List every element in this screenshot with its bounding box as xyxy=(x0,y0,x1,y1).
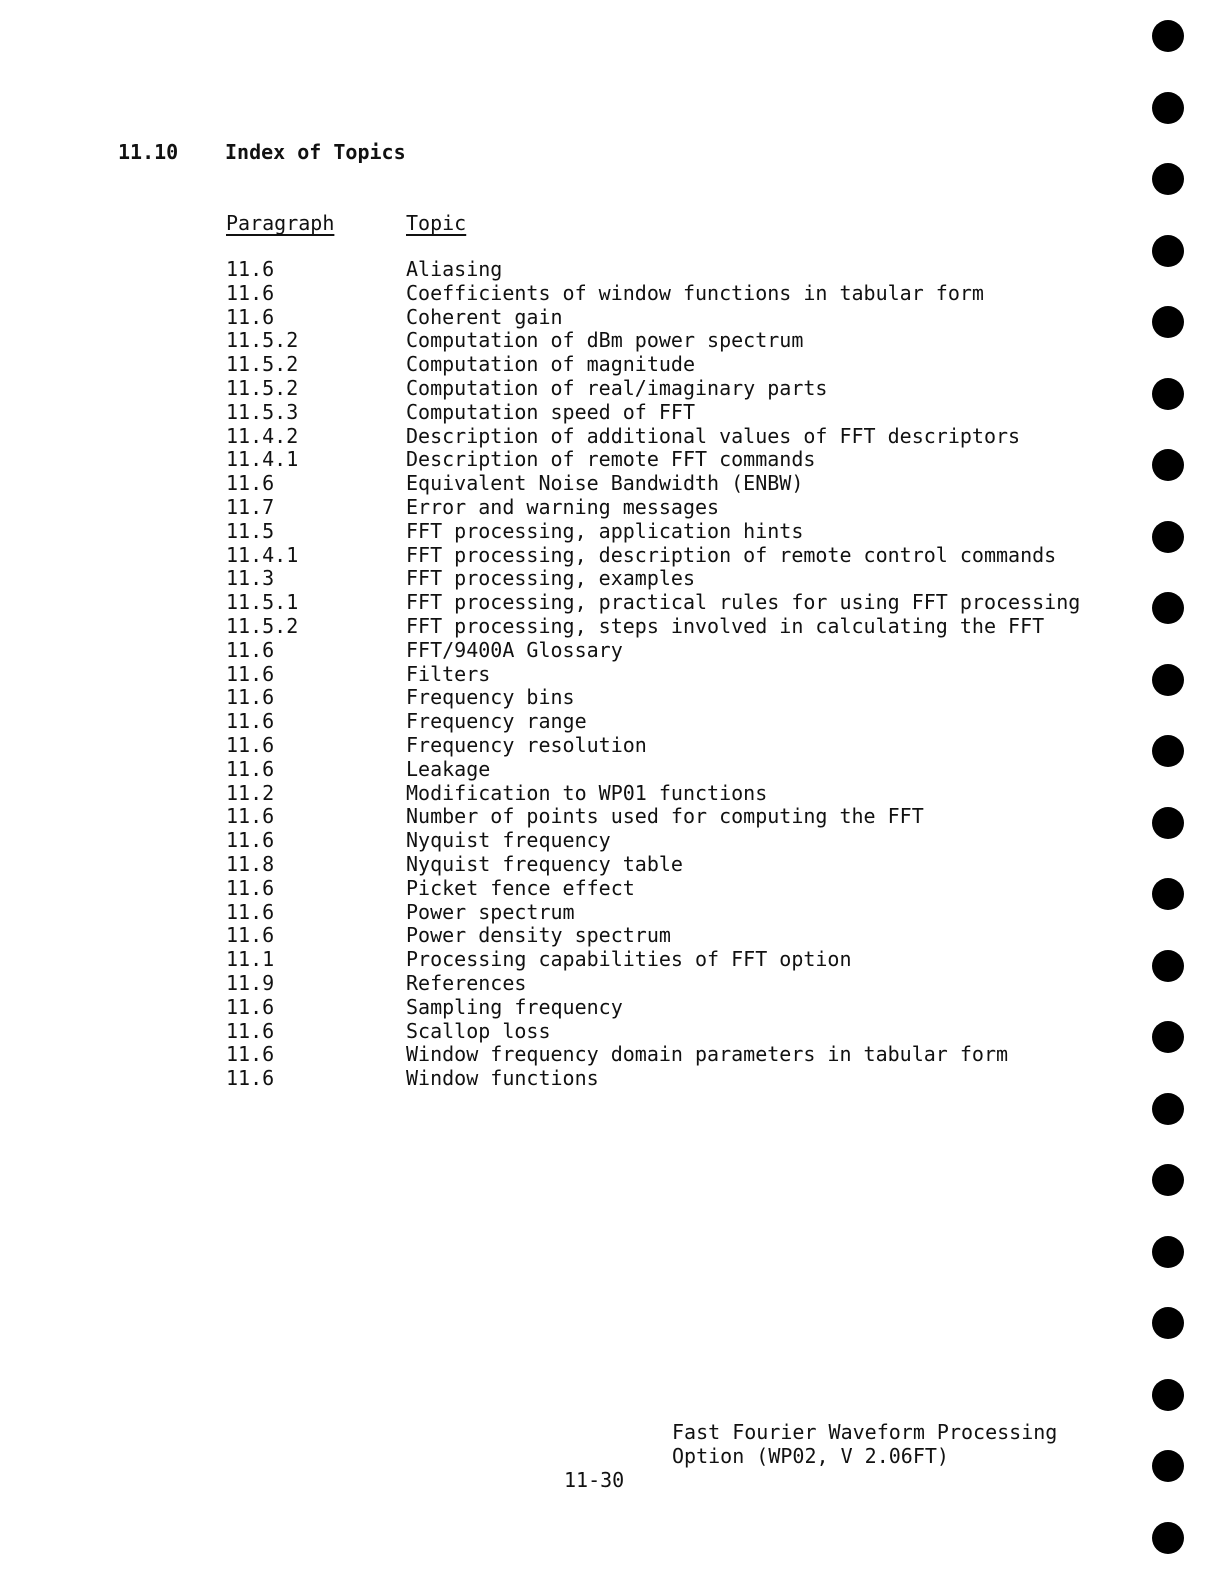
index-topic: FFT processing, application hints xyxy=(406,518,804,543)
index-row xyxy=(226,282,1080,306)
index-paragraph-number: 11.6 xyxy=(226,804,275,829)
index-row xyxy=(226,496,1080,520)
index-topic: Window functions xyxy=(406,1066,599,1091)
index-paragraph-number: 11.6 xyxy=(226,257,275,281)
index-topic: Leakage xyxy=(406,756,491,781)
index-paragraph-number: 11.6 xyxy=(226,661,275,686)
index-topic: Sampling frequency xyxy=(406,994,623,1019)
index-row xyxy=(226,306,1080,330)
index-topic: Description of remote FFT commands xyxy=(406,447,816,472)
index-paragraph-number: 11.6 xyxy=(226,280,275,305)
index-paragraph-number: 11.9 xyxy=(226,970,275,995)
index-row xyxy=(226,782,1080,806)
index-row xyxy=(226,425,1080,449)
index-topic: Frequency resolution xyxy=(406,732,647,757)
index-topic: Filters xyxy=(406,661,491,686)
index-paragraph-number: 11.8 xyxy=(226,851,275,876)
binder-hole xyxy=(1152,306,1184,338)
index-topic: Nyquist frequency xyxy=(406,828,611,853)
index-topic: Coefficients of window functions in tabular form xyxy=(406,280,984,305)
index-topic: FFT processing, description of remote control commands xyxy=(406,542,1057,567)
index-paragraph-number: 11.6 xyxy=(226,732,275,757)
index-row xyxy=(226,853,1080,877)
index-topic: Error and warning messages xyxy=(406,494,720,519)
index-row xyxy=(226,591,1080,615)
paragraph-column-header: Paragraph xyxy=(226,211,335,235)
binder-hole xyxy=(1152,92,1184,124)
topic-column-header: Topic xyxy=(406,211,467,235)
index-row xyxy=(226,710,1080,734)
index-paragraph-number: 11.5.2 xyxy=(226,375,299,400)
binder-hole xyxy=(1152,1236,1184,1268)
index-paragraph-number: 11.2 xyxy=(226,780,275,805)
binder-hole xyxy=(1152,807,1184,839)
binder-hole xyxy=(1152,735,1184,767)
index-paragraph-number: 11.3 xyxy=(226,566,275,591)
index-topic: Computation of real/imaginary parts xyxy=(406,375,828,400)
binder-hole xyxy=(1152,1164,1184,1196)
binder-hole xyxy=(1152,664,1184,696)
index-paragraph-number: 11.6 xyxy=(226,899,275,924)
binder-hole xyxy=(1152,1522,1184,1554)
binder-hole xyxy=(1152,1379,1184,1411)
page-number: 11-30 xyxy=(564,1468,625,1492)
index-topic: Scallop loss xyxy=(406,1018,551,1043)
index-row xyxy=(226,329,1080,353)
index-paragraph-number: 11.6 xyxy=(226,685,275,710)
binder-hole xyxy=(1152,521,1184,553)
index-paragraph-number: 11.6 xyxy=(226,709,275,734)
index-paragraph-number: 11.4.1 xyxy=(226,447,299,472)
index-row xyxy=(226,544,1080,568)
index-paragraph-number: 11.5.1 xyxy=(226,590,299,615)
index-topic: Number of points used for computing the FFT xyxy=(406,804,924,829)
index-topic: Power density spectrum xyxy=(406,923,671,948)
index-topic: FFT/9400A Glossary xyxy=(406,637,623,662)
index-paragraph-number: 11.6 xyxy=(226,875,275,900)
binder-hole xyxy=(1152,20,1184,52)
section-title: Index of Topics xyxy=(225,140,406,164)
binder-hole xyxy=(1152,378,1184,410)
binder-holes xyxy=(1148,0,1188,1574)
index-paragraph-number: 11.6 xyxy=(226,304,275,329)
section-number: 11.10 xyxy=(118,140,179,164)
index-topic: Frequency bins xyxy=(406,685,575,710)
index-topic: Window frequency domain parameters in tabular form xyxy=(406,1042,1009,1067)
index-row xyxy=(226,972,1080,996)
index-topic: Picket fence effect xyxy=(406,875,635,900)
index-topic: Modification to WP01 functions xyxy=(406,780,768,805)
index-topic: Frequency range xyxy=(406,709,587,734)
index-topic: Processing capabilities of FFT option xyxy=(406,947,852,972)
index-paragraph-number: 11.4.1 xyxy=(226,542,299,567)
index-topic: FFT processing, steps involved in calculating the FFT xyxy=(406,613,1045,638)
index-topic: FFT processing, practical rules for using FFT processing xyxy=(406,590,1081,615)
index-topic: Aliasing xyxy=(406,257,503,281)
index-paragraph-number: 11.5 xyxy=(226,518,275,543)
binder-hole xyxy=(1152,592,1184,624)
index-row xyxy=(226,520,1080,544)
index-topic: Coherent gain xyxy=(406,304,563,329)
binder-hole xyxy=(1152,1450,1184,1482)
index-paragraph-number: 11.6 xyxy=(226,1042,275,1067)
index-row xyxy=(226,829,1080,853)
index-row xyxy=(226,639,1080,663)
index-row xyxy=(226,1020,1080,1044)
document-title-footer xyxy=(672,1420,1057,1468)
index-row xyxy=(226,401,1080,425)
index-row xyxy=(226,472,1080,496)
index-paragraph-number: 11.5.2 xyxy=(226,613,299,638)
binder-hole xyxy=(1152,163,1184,195)
footer-title-line2: Option (WP02, V 2.06FT) xyxy=(672,1444,949,1468)
index-row xyxy=(226,901,1080,925)
binder-hole xyxy=(1152,1307,1184,1339)
index-paragraph-number: 11.1 xyxy=(226,947,275,972)
index-topic: Computation of magnitude xyxy=(406,352,695,377)
index-row xyxy=(226,734,1080,758)
index-row xyxy=(226,805,1080,829)
index-row xyxy=(226,567,1080,591)
index-paragraph-number: 11.6 xyxy=(226,1018,275,1043)
index-paragraph-number: 11.6 xyxy=(226,471,275,496)
index-row xyxy=(226,948,1080,972)
binder-hole xyxy=(1152,235,1184,267)
index-topic: References xyxy=(406,970,527,995)
index-paragraph-number: 11.6 xyxy=(226,923,275,948)
index-row xyxy=(226,663,1080,687)
index-paragraph-number: 11.5.3 xyxy=(226,399,299,424)
binder-hole xyxy=(1152,449,1184,481)
index-topic: Computation of dBm power spectrum xyxy=(406,328,804,353)
section-heading xyxy=(118,140,406,164)
index-row xyxy=(226,686,1080,710)
index-topic: Computation speed of FFT xyxy=(406,399,695,424)
index-row xyxy=(226,758,1080,782)
index-row xyxy=(226,258,1080,282)
index-topic: Power spectrum xyxy=(406,899,575,924)
index-row xyxy=(226,377,1080,401)
index-paragraph-number: 11.6 xyxy=(226,828,275,853)
index-topic: Equivalent Noise Bandwidth (ENBW) xyxy=(406,471,804,496)
binder-hole xyxy=(1152,878,1184,910)
index-row xyxy=(226,615,1080,639)
index-topic: Nyquist frequency table xyxy=(406,851,683,876)
index-paragraph-number: 11.6 xyxy=(226,1066,275,1091)
binder-hole xyxy=(1152,1021,1184,1053)
index-paragraph-number: 11.7 xyxy=(226,494,275,519)
footer-title-line1: Fast Fourier Waveform Processing xyxy=(672,1420,1058,1444)
index-row xyxy=(226,1043,1080,1067)
index-topic: FFT processing, examples xyxy=(406,566,695,591)
topic-index-list xyxy=(226,258,1080,1091)
index-paragraph-number: 11.6 xyxy=(226,637,275,662)
index-paragraph-number: 11.6 xyxy=(226,756,275,781)
index-row xyxy=(226,448,1080,472)
index-paragraph-number: 11.5.2 xyxy=(226,352,299,377)
index-paragraph-number: 11.5.2 xyxy=(226,328,299,353)
index-topic: Description of additional values of FFT descriptors xyxy=(406,423,1021,448)
index-row xyxy=(226,924,1080,948)
index-paragraph-number: 11.6 xyxy=(226,994,275,1019)
index-row xyxy=(226,877,1080,901)
index-row xyxy=(226,996,1080,1020)
index-row xyxy=(226,353,1080,377)
binder-hole xyxy=(1152,1093,1184,1125)
index-paragraph-number: 11.4.2 xyxy=(226,423,299,448)
index-row xyxy=(226,1067,1080,1091)
binder-hole xyxy=(1152,950,1184,982)
